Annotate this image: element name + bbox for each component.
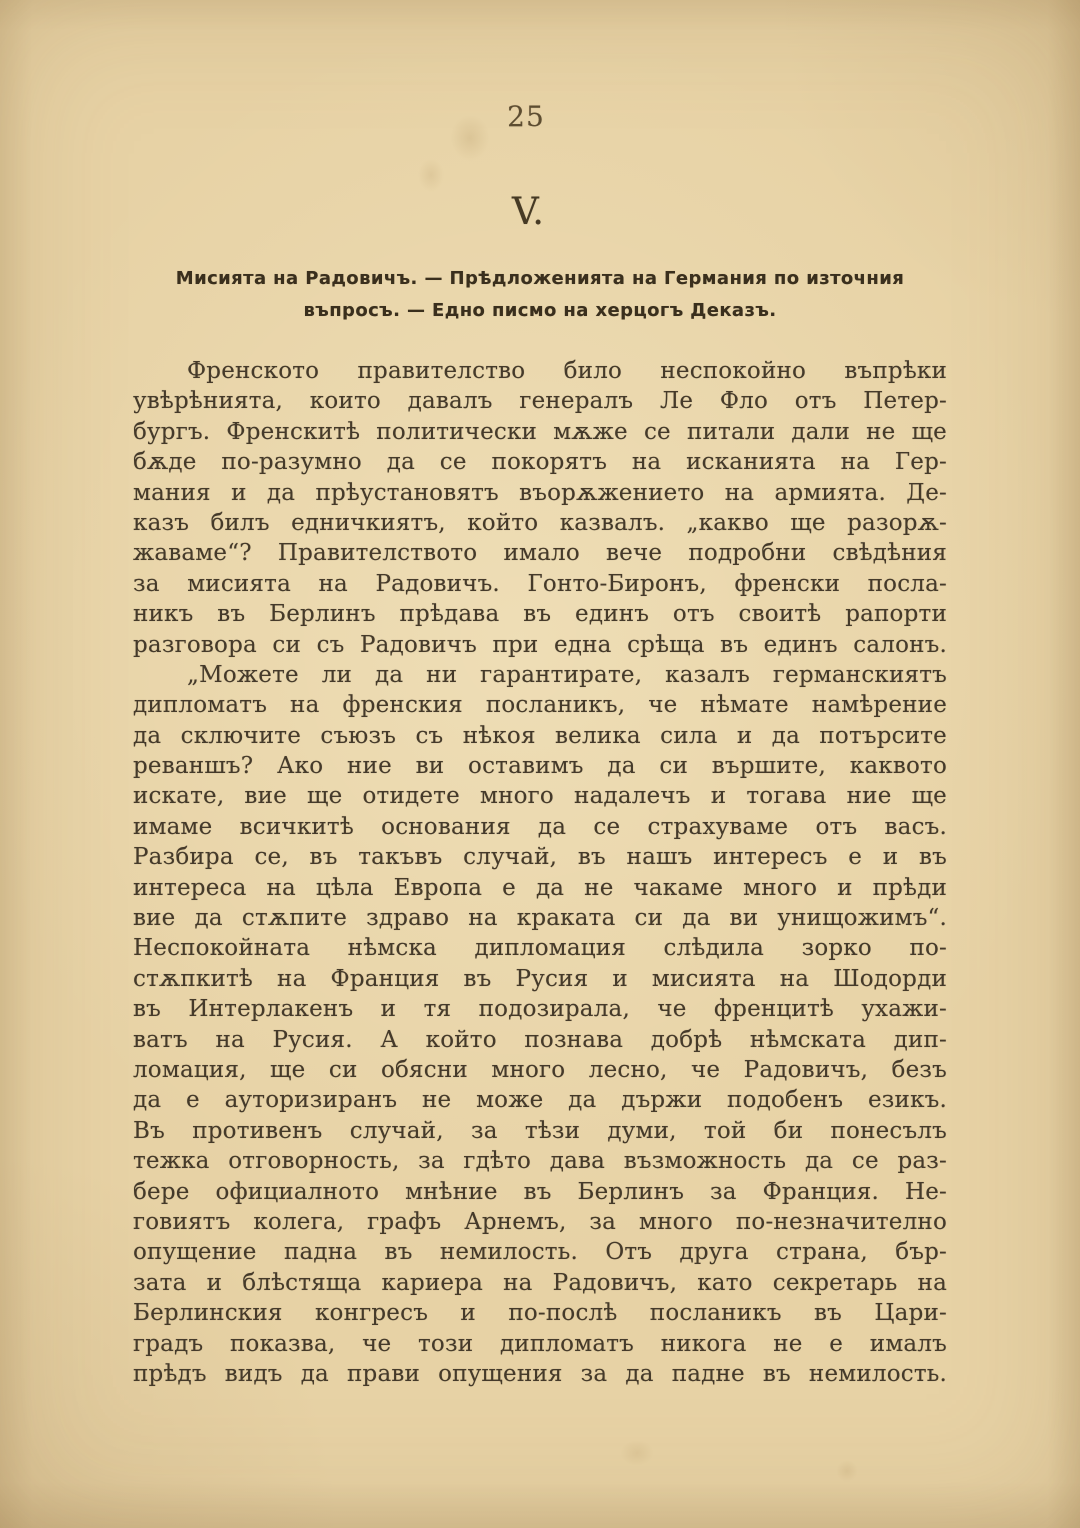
body-line: никъ въ Берлинъ прѣдава въ единъ отъ своитѣ рапорти — [133, 601, 947, 628]
body-line: разговора си съ Радовичъ при една срѣща въ единъ салонъ. — [133, 631, 947, 658]
body-line: въ Интерлакенъ и тя подозирала, че френцитѣ ухажи- — [133, 996, 947, 1023]
body-line: „Можете ли да ни гарантирате, казалъ германскиятъ — [187, 661, 947, 688]
body-line: бере официалното мнѣние въ Берлинъ за Франция. Не- — [133, 1178, 947, 1205]
body-line: жаваме“? Правителството имало вече подробни свѣдѣния — [133, 540, 947, 567]
body-line: стѫпкитѣ на Франция въ Русия и мисията на Шодорди — [133, 965, 947, 992]
body-line: имаме всичкитѣ основания да се страхуваме отъ васъ. — [133, 813, 947, 840]
body-line: мания и да прѣустановятъ въорѫжението на армията. Де- — [133, 479, 947, 506]
body-line: ломация, ще си обясни много лесно, че Радовичъ, безъ — [133, 1056, 947, 1083]
body-line: казъ билъ едничкиятъ, който казвалъ. „какво ще разорѫ- — [133, 509, 947, 536]
body-line: бѫде по-разумно да се покорятъ на исканията на Гер- — [133, 449, 947, 476]
chapter-subtitle — [130, 263, 950, 327]
paper-stain — [836, 1460, 858, 1482]
body-line: за мисията на Радовичъ. Гонто-Биронъ, френски посла- — [133, 570, 947, 597]
body-line: градъ показва, че този дипломатъ никога не е ималъ — [133, 1330, 947, 1357]
body-line: Неспокойната нѣмска дипломация слѣдила зорко по- — [133, 935, 947, 962]
body-line: вие да стѫпите здраво на краката си да ви унищожимъ“. — [133, 905, 947, 932]
body-line: Разбира се, въ такъвъ случай, въ нашъ интересъ е и въ — [133, 844, 947, 871]
chapter-subtitle-line-1: Мисията на Радовичъ. — Прѣдложенията на Германия по източния — [175, 268, 905, 289]
body-line: тежка отговорность, за гдѣто дава възможность да се раз- — [133, 1148, 947, 1175]
body-line: интереса на цѣла Европа е да не чакаме много и прѣди — [133, 874, 947, 901]
body-line: прѣдъ видъ да прави опущения за да падне въ немилость. — [133, 1360, 947, 1387]
body-line: увѣрѣнията, които давалъ генералъ Ле Фло отъ Петер- — [133, 388, 947, 415]
body-line: говиятъ колега, графъ Арнемъ, за много по-незначително — [133, 1208, 947, 1235]
body-line: искате, вие ще отидете много надалечъ и тогава ние ще — [133, 783, 947, 810]
body-line: зата и блѣстяща кариера на Радовичъ, като секретарь на — [133, 1269, 947, 1296]
body-line: Френското правителство било неспокойно въпрѣки — [187, 358, 947, 384]
section-heading: V. — [511, 190, 544, 233]
page-number: 25 — [507, 100, 545, 133]
body-line: да сключите съюзъ съ нѣкоя велика сила и да потърсите — [133, 722, 947, 749]
body-line: реваншъ? Ако ние ви оставимъ да си вършите, каквото — [133, 753, 947, 780]
body-line: бургъ. Френскитѣ политически мѫже се питали дали не ще — [133, 418, 947, 445]
body-line: дипломатъ на френския посланикъ, че нѣмате намѣрение — [133, 692, 947, 719]
paper-stain — [418, 158, 444, 192]
paper-stain — [620, 1440, 654, 1466]
body-line: опущение падна въ немилость. Отъ друга страна, бър- — [133, 1239, 947, 1266]
body-line: ватъ на Русия. А който познава добрѣ нѣмската дип- — [133, 1026, 947, 1053]
body-line: Въ противенъ случай, за тѣзи думи, той би понесълъ — [133, 1117, 947, 1144]
body-text — [133, 356, 947, 1389]
body-line: да е ауторизиранъ не може да държи подобенъ езикъ. — [133, 1087, 947, 1114]
body-line: Берлинския конгресъ и по-послѣ посланикъ въ Цари- — [133, 1300, 947, 1327]
chapter-subtitle-line-2: въпросъ. — Едно писмо на херцогъ Деказъ. — [303, 300, 777, 321]
